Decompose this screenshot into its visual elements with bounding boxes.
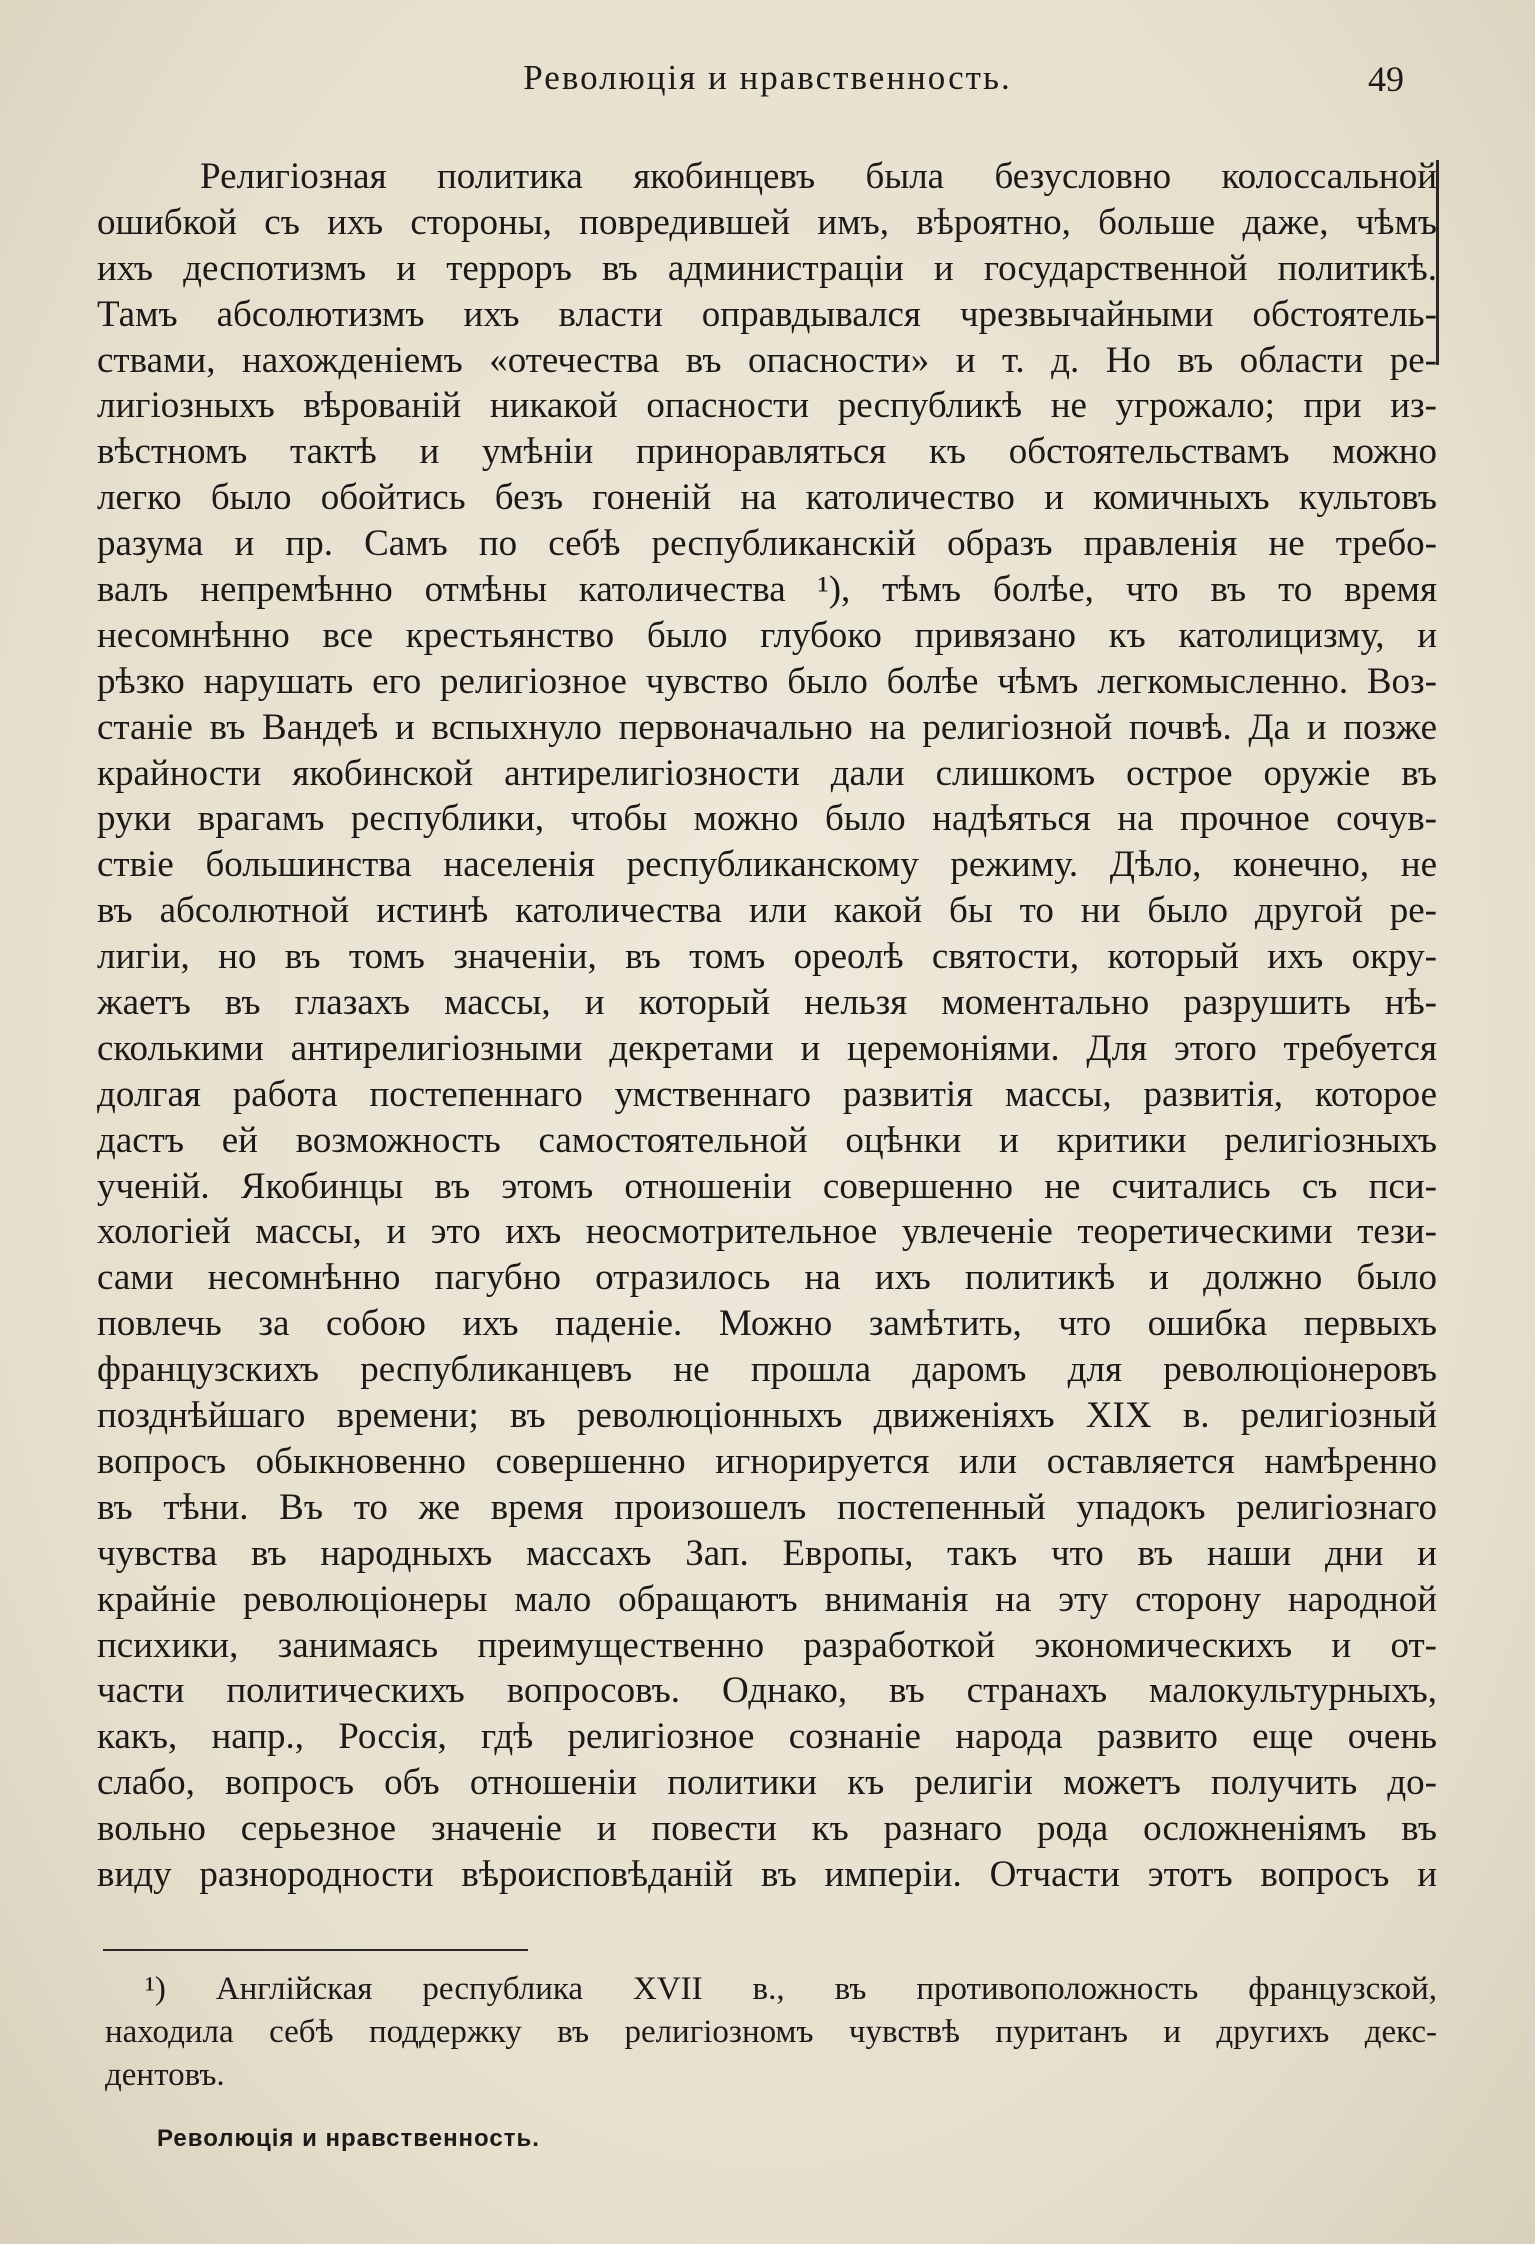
text-line: лигіозныхъ вѣрованій никакой опасности республикѣ не угрожало; при из- [97,385,1437,427]
text-line: жаетъ въ глазахъ массы, и который нельзя моментально разрушить нѣ- [97,982,1437,1024]
text-line: легко было обойтись безъ гоненій на католичество и комичныхъ культовъ [97,477,1437,519]
text-line: руки врагамъ республики, чтобы можно было надѣяться на прочное сочув- [97,798,1437,840]
text-line: ствами, нахожденіемъ «отечества въ опасности» и т. д. Но въ области ре- [97,339,1437,381]
text-line: станіе въ Вандеѣ и вспыхнуло первоначально на религіозной почвѣ. Да и позже [97,706,1437,748]
text-line: психики, занимаясь преимущественно разработкой экономическихъ и от- [97,1624,1437,1666]
text-line: ошибкой съ ихъ стороны, повредившей имъ, вѣроятно, больше даже, чѣмъ [97,201,1437,243]
text-line: въ абсолютной истинѣ католичества или какой бы то ни было другой ре- [97,890,1437,932]
footnote-line: находила себѣ поддержку въ религіозномъ чувствѣ пуританъ и другихъ декс- [105,2014,1437,2050]
text-line: дастъ ей возможность самостоятельной оцѣнки и критики религіозныхъ [97,1119,1437,1161]
page-number: 49 [1368,59,1404,99]
text-line: вольно серьезное значеніе и повести къ разнаго рода осложненіямъ въ [97,1808,1437,1850]
text-line: валъ непремѣнно отмѣны католичества ¹), тѣмъ болѣе, что въ то время [97,569,1437,611]
text-line: французскихъ республиканцевъ не прошла даромъ для революціонеровъ [97,1349,1437,1391]
text-line: сколькими антирелигіозными декретами и церемоніями. Для этого требуется [97,1027,1437,1069]
text-line: долгая работа постепеннаго умственнаго развитія массы, развитія, которое [97,1073,1437,1115]
text-line: рѣзко нарушать его религіозное чувство было болѣе чѣмъ легкомысленно. Воз- [97,660,1437,702]
text-line: въ тѣни. Въ то же время произошелъ постепенный упадокъ религіознаго [97,1486,1437,1528]
signature-mark: Революція и нравственность. [157,2125,540,2152]
text-line: лигіи, но въ томъ значеніи, въ томъ ореолѣ святости, который ихъ окру- [97,936,1437,978]
text-line: сами несомнѣнно пагубно отразилось на ихъ политикѣ и должно было [97,1257,1437,1299]
text-line: слабо, вопросъ объ отношеніи политики къ религіи можетъ получить до- [97,1762,1437,1804]
text-line: несомнѣнно все крестьянство было глубоко привязано къ католицизму, и [97,614,1437,656]
text-line: крайніе революціонеры мало обращаютъ вниманія на эту сторону народной [97,1578,1437,1620]
text-line: вѣстномъ тактѣ и умѣніи приноравляться къ обстоятельствамъ можно [97,431,1437,473]
page-header [0,58,1535,108]
running-title: Революція и нравственность. [523,58,1012,97]
text-line: повлечь за собою ихъ паденіе. Можно замѣтить, что ошибка первыхъ [97,1303,1437,1345]
text-line: ствіе большинства населенія республиканскому режиму. Дѣло, конечно, не [97,844,1437,886]
footnote [105,1968,1437,2097]
footnote-rule [103,1949,528,1951]
text-line: Религіозная политика якобинцевъ была безусловно колоссальной [200,156,1437,197]
text-line: позднѣйшаго времени; въ революціонныхъ движеніяхъ XIX в. религіозный [97,1395,1437,1437]
text-line: чувства въ народныхъ массахъ Зап. Европы, такъ что въ наши дни и [97,1532,1437,1574]
footnote-line: ¹) Англійская республика XVII в., въ противоположность французской, [145,1971,1437,2007]
text-line: крайности якобинской антирелигіозности дали слишкомъ острое оружіе въ [97,752,1437,794]
text-line: виду разнородности вѣроисповѣданій въ имперіи. Отчасти этотъ вопросъ и [97,1853,1437,1895]
text-line: какъ, напр., Россія, гдѣ религіозное сознаніе народа развито еще очень [97,1716,1437,1758]
text-line: ихъ деспотизмъ и терроръ въ администраціи и государственной политикѣ. [97,247,1437,289]
text-line: части политическихъ вопросовъ. Однако, въ странахъ малокультурныхъ, [97,1670,1437,1712]
body-text [97,154,1437,1898]
text-line: ученій. Якобинцы въ этомъ отношеніи совершенно не считались съ пси- [97,1165,1437,1207]
text-line: хологіей массы, и это ихъ неосмотрительное увлеченіе теоретическими тези- [97,1211,1437,1253]
footnote-line: дентовъ. [105,2057,225,2093]
text-line: Тамъ абсолютизмъ ихъ власти оправдывался чрезвычайными обстоятель- [97,293,1437,335]
text-line: разума и пр. Самъ по себѣ республиканскій образъ правленія не требо- [97,523,1437,565]
text-line: вопросъ обыкновенно совершенно игнорируется или оставляется намѣренно [97,1440,1437,1482]
